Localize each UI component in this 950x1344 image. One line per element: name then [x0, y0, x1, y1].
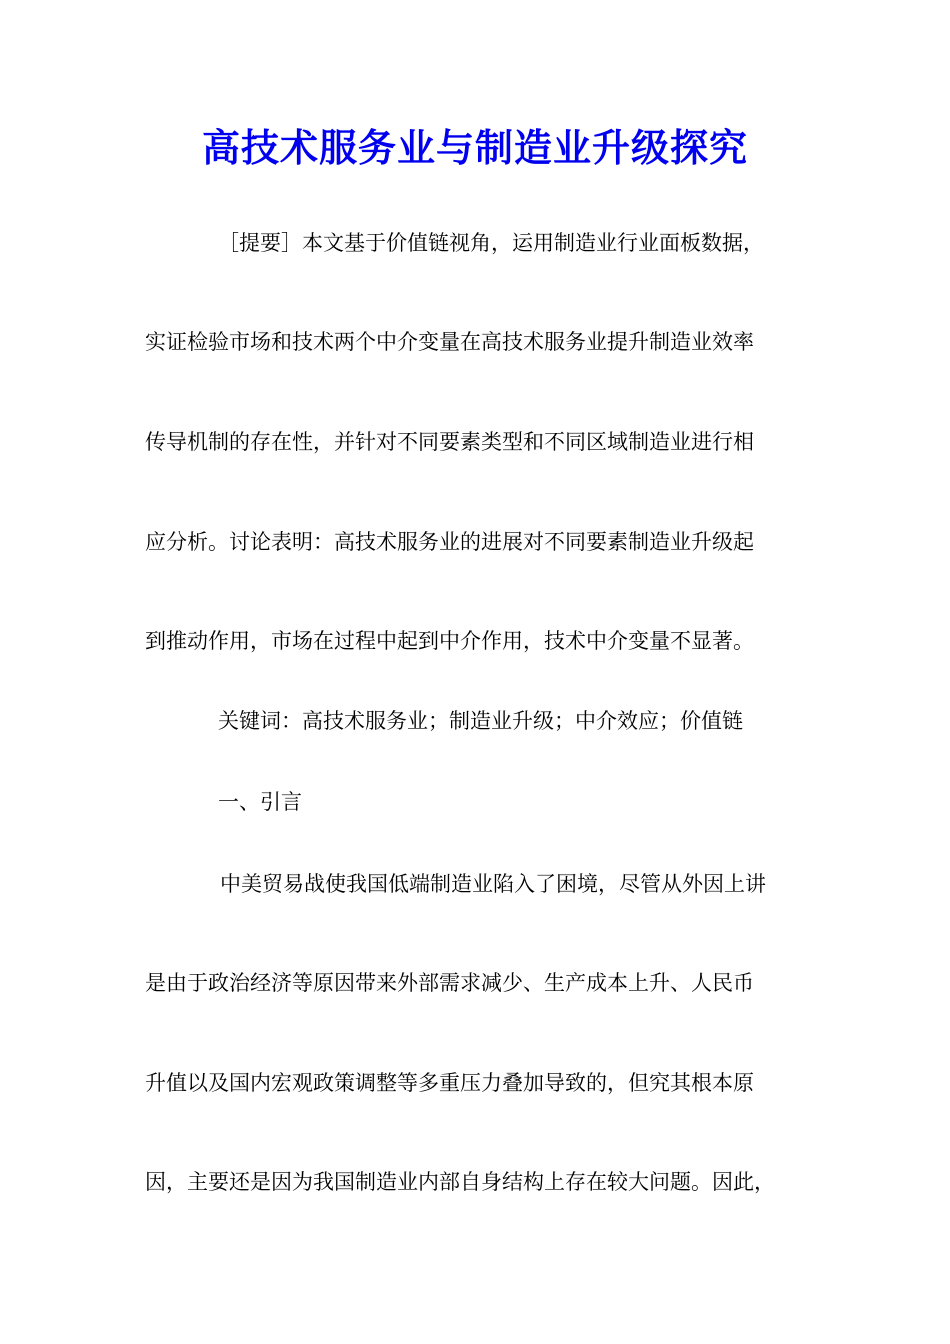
abstract-line-5: 到推动作用，市场在过程中起到中介作用，技术中介变量不显著。	[145, 629, 754, 653]
abstract-line-2: 实证检验市场和技术两个中介变量在高技术服务业提升制造业效率	[145, 330, 754, 354]
intro-line-1: 中美贸易战使我国低端制造业陷入了困境，尽管从外因上讲	[220, 872, 766, 896]
document-title: 高技术服务业与制造业升级探究	[201, 125, 748, 170]
abstract-line-1: ［提要］本文基于价值链视角，运用制造业行业面板数据，	[218, 231, 764, 255]
abstract-line-4: 应分析。讨论表明：高技术服务业的进展对不同要素制造业升级起	[145, 530, 754, 554]
intro-line-2: 是由于政治经济等原因带来外部需求减少、生产成本上升、人民币	[145, 971, 754, 995]
abstract-line-3: 传导机制的存在性，并针对不同要素类型和不同区域制造业进行相	[145, 430, 754, 454]
section-heading: 一、引言	[218, 790, 302, 814]
intro-line-4: 因，主要还是因为我国制造业内部自身结构上存在较大问题。因此，	[145, 1170, 775, 1194]
intro-line-3: 升值以及国内宏观政策调整等多重压力叠加导致的，但究其根本原	[145, 1071, 754, 1095]
keywords-line: 关键词：高技术服务业；制造业升级；中介效应；价值链	[218, 709, 743, 733]
